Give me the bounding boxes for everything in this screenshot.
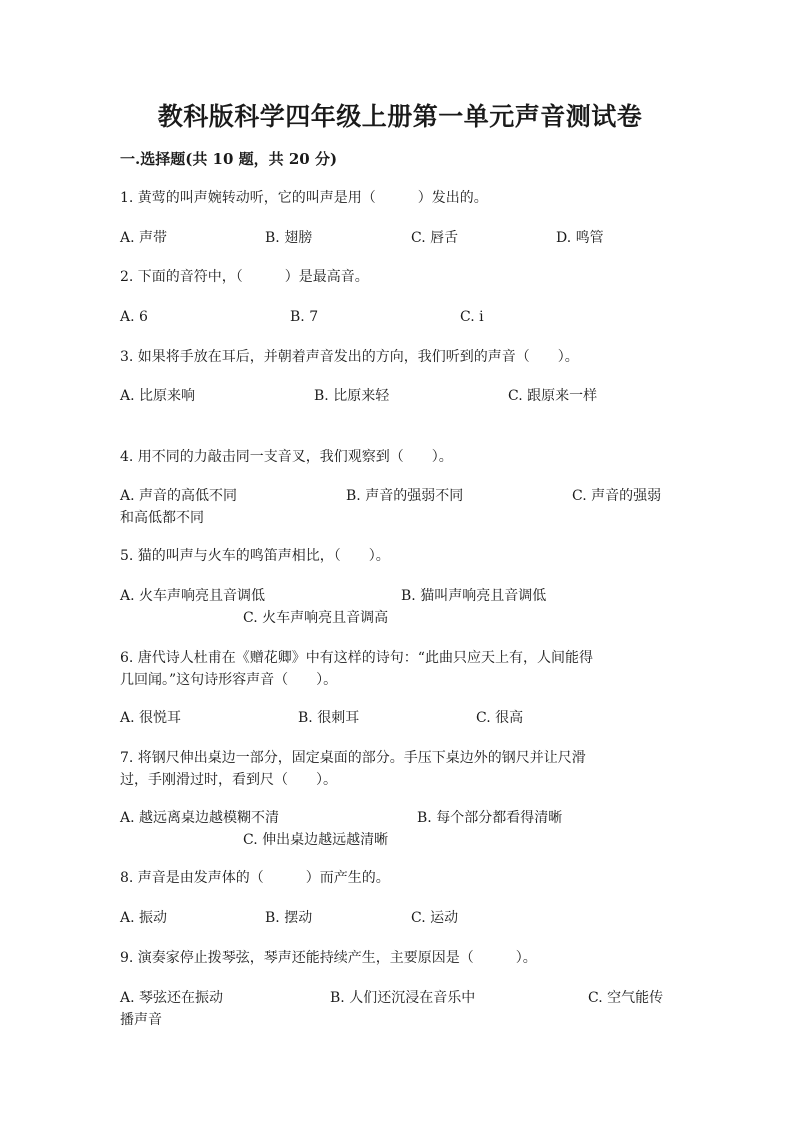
question-2-option-b: B. 7 (290, 309, 319, 325)
question-7-option-a: A. 越远离桌边越模糊不清 (120, 810, 280, 826)
question-3-option-c: C. 跟原来一样 (508, 388, 598, 404)
question-3-option-b: B. 比原来轻 (314, 388, 390, 404)
question-9-option-b: B. 人们还沉浸在音乐中 (330, 990, 476, 1006)
question-7-option-b: B. 每个部分都看得清晰 (417, 810, 563, 826)
question-9-option-c-continued: 播声音 (120, 1012, 162, 1028)
question-7-stem-line-1: 7. 将钢尺伸出桌边一部分，固定桌面的部分。手压下桌边外的钢尺并让尺滑 (120, 750, 586, 766)
question-7-option-c: C. 伸出桌边越远越清晰 (243, 832, 389, 848)
question-8-stem: 8. 声音是由发声体的（ ）而产生的。 (120, 870, 390, 886)
question-2-option-c: C. i (460, 309, 484, 325)
page-title: 教科版科学四年级上册第一单元声音测试卷 (157, 102, 643, 131)
question-4-option-b: B. 声音的强弱不同 (346, 488, 464, 504)
question-9-option-a: A. 琴弦还在振动 (120, 990, 224, 1006)
question-3-option-a: A. 比原来响 (120, 388, 196, 404)
question-3-stem: 3. 如果将手放在耳后，并朝着声音发出的方向，我们听到的声音（ ）。 (120, 349, 579, 365)
question-9-stem: 9. 演奏家停止拨琴弦，琴声还能持续产生，主要原因是（ ）。 (120, 950, 537, 966)
question-6-stem-line-2: 几回闻。”这句诗形容声音（ ）。 (120, 672, 338, 688)
question-8-option-c: C. 运动 (411, 910, 459, 926)
question-1-option-d: D. 鸣管 (556, 230, 604, 246)
question-5-option-b: B. 猫叫声响亮且音调低 (401, 588, 547, 604)
question-6-option-c: C. 很高 (476, 710, 524, 726)
question-1-option-c: C. 唇舌 (411, 230, 459, 246)
question-8-option-a: A. 振动 (120, 910, 168, 926)
question-5-stem: 5. 猫的叫声与火车的鸣笛声相比，（ ）。 (120, 548, 390, 564)
question-6-option-a: A. 很悦耳 (120, 710, 182, 726)
question-6-option-b: B. 很刺耳 (298, 710, 360, 726)
question-8-option-b: B. 摆动 (265, 910, 313, 926)
question-1-option-b: B. 翅膀 (265, 230, 313, 246)
question-4-stem: 4. 用不同的力敲击同一支音叉，我们观察到（ ）。 (120, 449, 453, 465)
question-9-option-c: C. 空气能传 (588, 990, 664, 1006)
question-5-option-c: C. 火车声响亮且音调高 (243, 610, 389, 626)
question-6-stem-line-1: 6. 唐代诗人杜甫在《赠花卿》中有这样的诗句：“此曲只应天上有，人间能得 (120, 650, 593, 666)
question-1-stem: 1. 黄莺的叫声婉转动听，它的叫声是用（ ）发出的。 (120, 190, 488, 206)
question-2-option-a: A. 6 (120, 309, 148, 325)
question-5-option-a: A. 火车声响亮且音调低 (120, 588, 266, 604)
question-4-option-c: C. 声音的强弱 (572, 488, 662, 504)
question-2-stem: 2. 下面的音符中，（ ）是最高音。 (120, 269, 369, 285)
question-7-stem-line-2: 过，手刚滑过时，看到尺（ ）。 (120, 772, 337, 788)
question-4-option-c-continued: 和高低都不同 (120, 510, 204, 526)
section-heading: 一.选择题(共 10 题，共 20 分) (120, 150, 338, 168)
question-1-option-a: A. 声带 (120, 230, 168, 246)
question-4-option-a: A. 声音的高低不同 (120, 488, 238, 504)
